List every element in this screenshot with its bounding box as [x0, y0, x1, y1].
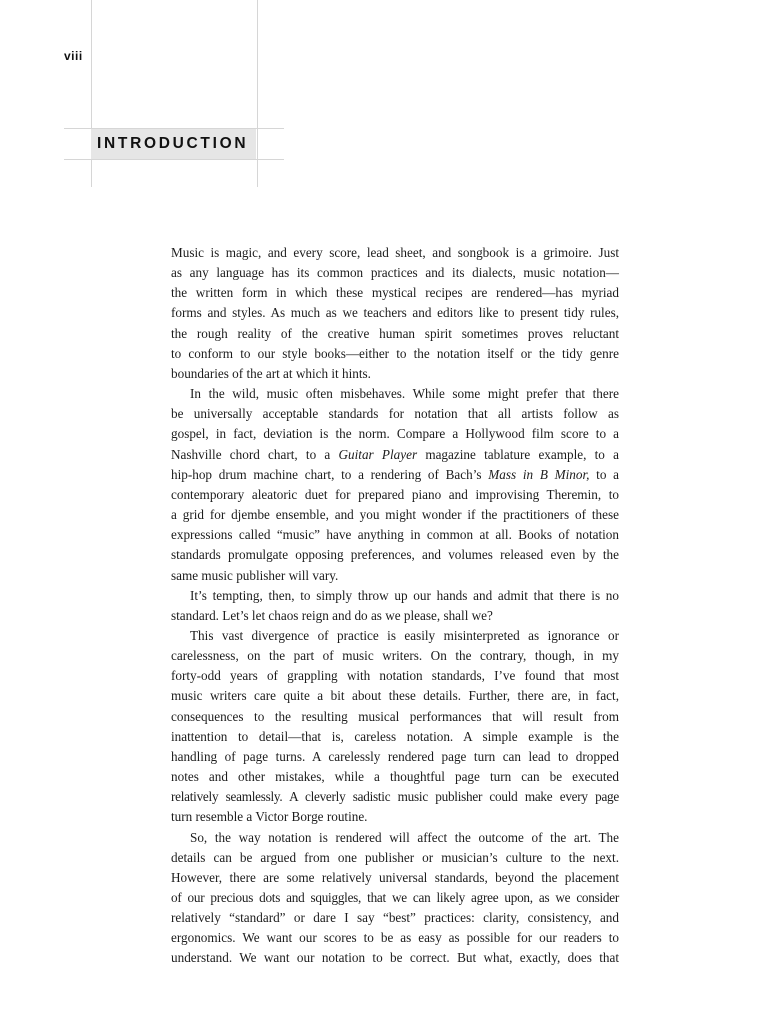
- text-line: a grid for djembe ensemble, and you might wonder if the practitioners of these: [171, 507, 619, 523]
- text-line: forty-odd years of grappling with notation standards, I’ve found that most: [171, 668, 619, 684]
- text-line: the rough reality of the creative human spirit sometimes proves reluctant: [171, 325, 619, 341]
- text-segment: to a: [589, 466, 619, 482]
- paragraph-4: [171, 626, 619, 828]
- text-line: notes and other mistakes, while a thoughtful page turn can be executed: [171, 769, 619, 785]
- text-line: expressions called “music” have anything in common at all. Books of notation: [171, 527, 619, 543]
- text-line: inattention to detail—that is, careless notation. A simple example is the: [171, 728, 619, 744]
- text-line: of our precious dots and squiggles, that we can likely agree upon, as we consider: [171, 890, 619, 905]
- margin-rule-horizontal-bottom: [64, 159, 284, 160]
- text-segment: hip-hop drum machine chart, to a rendering of Bach’s: [171, 466, 489, 482]
- text-line: turn resemble a Victor Borge routine.: [171, 809, 368, 825]
- text-line: ergonomics. We want our scores to be as easy as possible for our readers to: [171, 930, 619, 946]
- magazine-title: Guitar Player: [338, 446, 418, 462]
- text-line: relatively “standard” or dare I say “best” practices: clarity, consistency, and: [171, 910, 619, 926]
- page-number: viii: [64, 49, 83, 63]
- text-line: standard. Let’s let chaos reign and do as we please, shall we?: [171, 607, 493, 623]
- text-line: handling of page turns. A carelessly rendered page turn can lead to dropped: [171, 748, 619, 764]
- text-line: So, the way notation is rendered will affect the outcome of the art. The: [190, 829, 619, 845]
- text-line: standards promulgate opposing preferences, and volumes released even by the: [171, 547, 619, 563]
- text-line-mixed: [171, 465, 619, 485]
- body-text: [171, 243, 619, 969]
- text-line: music writers care quite a bit about these details. Further, there are, in fact,: [171, 688, 619, 704]
- chapter-title: INTRODUCTION: [97, 135, 249, 152]
- text-line-mixed: [171, 445, 619, 465]
- paragraph-5: [171, 828, 619, 969]
- text-line: be universally acceptable standards for notation that all artists follow as: [171, 406, 619, 422]
- paragraph-2: [171, 384, 619, 586]
- text-line: the written form in which these mystical recipes are rendered—has myriad: [171, 285, 619, 301]
- text-line: However, there are some relatively universal standards, beyond the placement: [171, 869, 619, 885]
- work-title: Mass in B Minor,: [488, 466, 590, 482]
- paragraph-3: [171, 586, 619, 626]
- text-line: forms and styles. As much as we teachers and editors like to present tidy rules,: [171, 305, 619, 321]
- text-line: as any language has its common practices and its dialects, music notation—: [171, 265, 619, 281]
- text-line: carelessness, on the part of music writers. On the contrary, though, in my: [171, 648, 619, 664]
- text-line: same music publisher will vary.: [171, 567, 339, 583]
- text-line: contemporary aleatoric duet for prepared piano and improvising Theremin, to: [171, 486, 619, 502]
- text-line: to conform to our style books—either to the notation itself or the tidy genre: [171, 345, 619, 361]
- text-segment: magazine tablature example, to a: [417, 446, 619, 462]
- text-line: consequences to the resulting musical performances that will result from: [171, 708, 619, 724]
- text-line: In the wild, music often misbehaves. While some might prefer that there: [190, 386, 619, 402]
- text-line: understand. We want our notation to be correct. But what, exactly, does that: [171, 950, 619, 966]
- text-line: It’s tempting, then, to simply throw up our hands and admit that there is no: [190, 587, 619, 603]
- paragraph-1: [171, 243, 619, 384]
- text-line: Music is magic, and every score, lead sheet, and songbook is a grimoire. Just: [171, 245, 619, 260]
- text-line: details can be argued from one publisher or musician’s culture to the next.: [171, 849, 619, 865]
- text-line: relatively seamlessly. A cleverly sadistic music publisher could make every page: [171, 789, 619, 805]
- text-line: gospel, in fact, deviation is the norm. Compare a Hollywood film score to a: [171, 426, 619, 442]
- text-line: boundaries of the art at which it hints.: [171, 365, 371, 381]
- text-line: This vast divergence of practice is easily misinterpreted as ignorance or: [190, 627, 619, 643]
- text-segment: Nashville chord chart, to a: [171, 446, 339, 462]
